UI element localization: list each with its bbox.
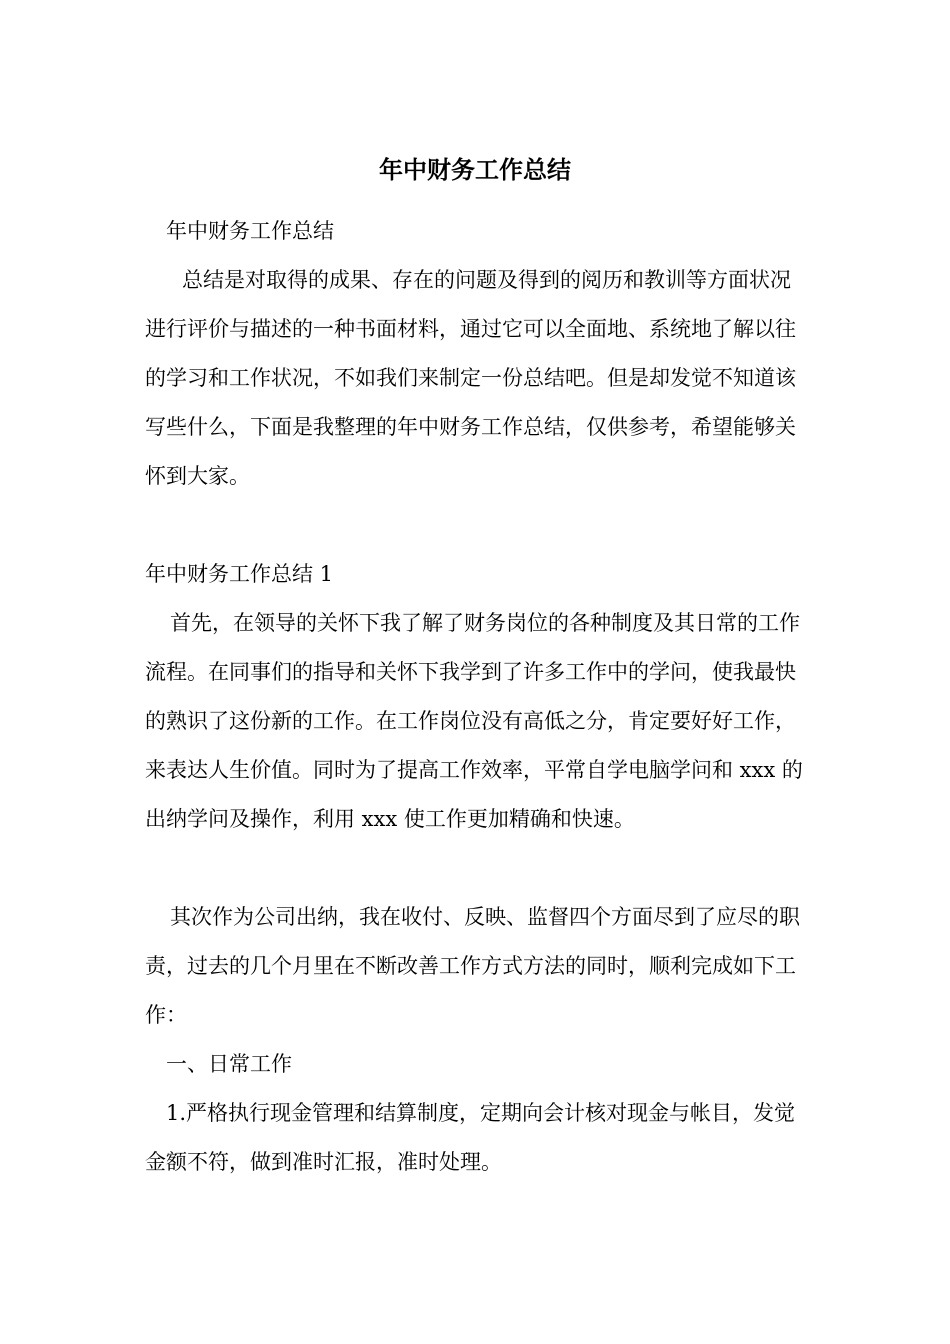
intro-paragraph: 总结是对取得的成果、存在的问题及得到的阅历和教训等方面状况进行评价与描述的一种书面材料，通过它可以全面地、系统地了解以往的学习和工作状况，不如我们来制定一份总结吧。但是却发觉不知道该写些什么，下面是我整理的年中财务工作总结，仅供参考，希望能够关怀到大家。 [145,268,796,488]
document-title: 年中财务工作总结 [379,156,571,184]
document-subtitle: 年中财务工作总结 [166,219,334,243]
section-heading: 年中财务工作总结 1 [145,562,334,586]
paragraph-spacer [145,844,810,893]
body-paragraph-1: 首先，在领导的关怀下我了解了财务岗位的各种制度及其日常的工作流程。在同事们的指导和关怀下我学到了许多工作中的学问，使我最快的熟识了这份新的工作。在工作岗位没有高低之分，肯定要好好工作，来表达人生价值。同时为了提高工作效率，平常自学电脑学问和 xxx 的出纳学问及操作，利用 xxx 使工作更加精确和快速。 [145,611,803,831]
list-item-1: 1.严格执行现金管理和结算制度，定期向会计核对现金与帐目，发觉金额不符，做到准时汇报，准时处理。 [145,1101,796,1174]
paragraph-spacer [145,501,810,550]
document-body [145,207,810,1187]
body-paragraph-2: 其次作为公司出纳，我在收付、反映、监督四个方面尽到了应尽的职责，过去的几个月里在不断改善工作方式方法的同时，顺利完成如下工作： [145,905,800,1027]
subheading-daily-work: 一、日常工作 [166,1052,292,1076]
